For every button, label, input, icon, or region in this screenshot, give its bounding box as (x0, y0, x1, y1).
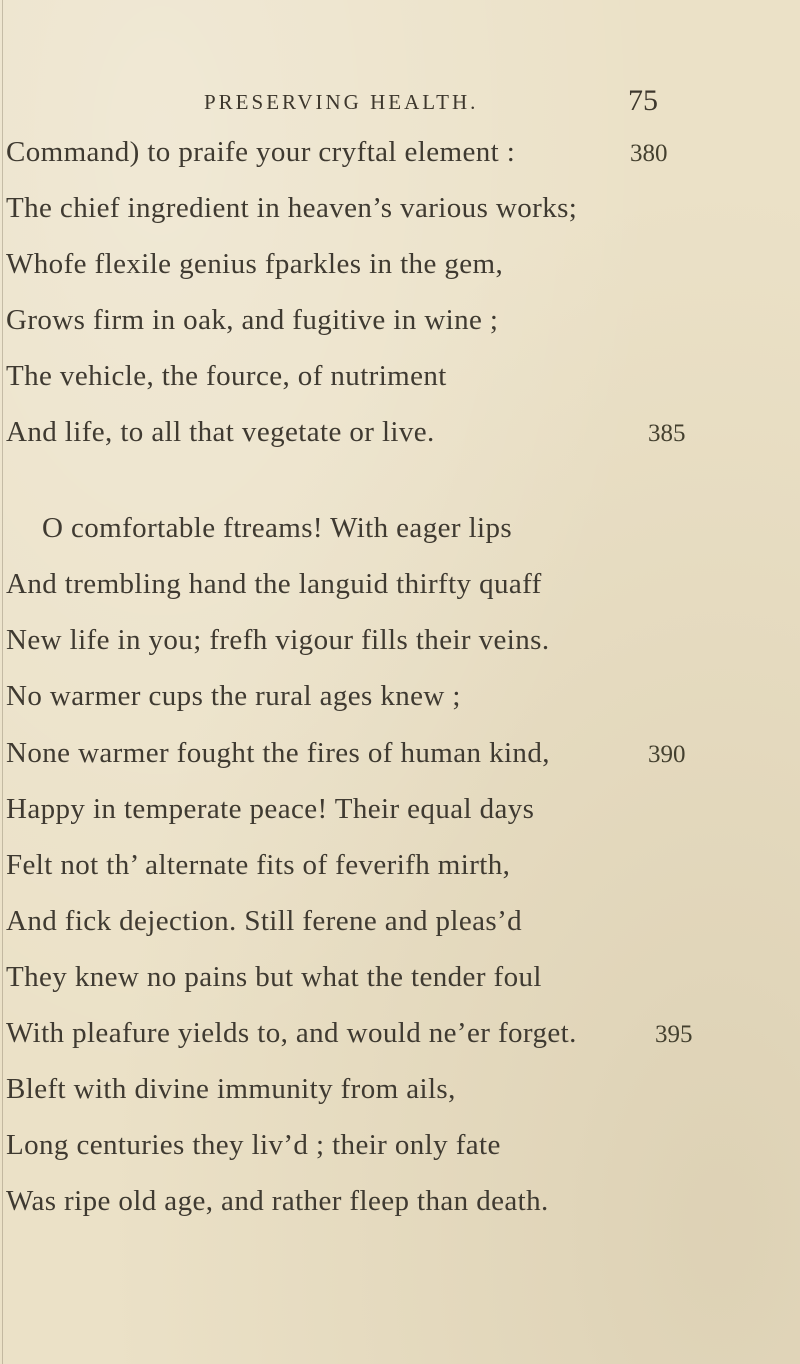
verse-line: And trembling hand the languid thirfty quaff (6, 568, 542, 600)
verse-line: With pleafure yields to, and would ne’er forget. (6, 1017, 577, 1049)
verse-line: The chief ingredient in heaven’s various works; (6, 192, 578, 224)
verse-line: Long centuries they liv’d ; their only fate (6, 1129, 501, 1161)
line-number: 380 (630, 140, 668, 167)
verse-line: And life, to all that vegetate or live. (6, 416, 435, 448)
verse-line: Whofe flexile genius fparkles in the gem, (6, 248, 504, 280)
verse-line: Felt not th’ alternate fits of feverifh mirth, (6, 849, 511, 881)
gutter-line (2, 0, 3, 1364)
line-number: 390 (648, 741, 686, 768)
verse-line: Bleft with divine immunity from ails, (6, 1073, 456, 1105)
verse-line: Was ripe old age, and rather fleep than death. (6, 1185, 549, 1217)
verse-line: None warmer fought the fires of human kind, (6, 737, 550, 769)
page-number: 75 (628, 84, 658, 117)
verse-line: They knew no pains but what the tender foul (6, 961, 542, 993)
page-header (0, 84, 800, 124)
running-head: PRESERVING HEALTH. (204, 90, 479, 114)
verse-line: Grows firm in oak, and fugitive in wine ; (6, 304, 499, 336)
verse-line: Command) to praife your cryftal element : (6, 136, 516, 168)
verse-line: Happy in temperate peace! Their equal days (6, 793, 535, 825)
verse-line: New life in you; frefh vigour fills their veins. (6, 624, 550, 656)
line-number: 385 (648, 420, 686, 447)
line-number: 395 (655, 1021, 693, 1048)
verse-line: And fick dejection. Still ferene and pleas’d (6, 905, 523, 937)
verse-line: O comfortable ftreams! With eager lips (42, 512, 513, 544)
verse-line: No warmer cups the rural ages knew ; (6, 680, 461, 712)
verse-line: The vehicle, the fource, of nutriment (6, 360, 447, 392)
